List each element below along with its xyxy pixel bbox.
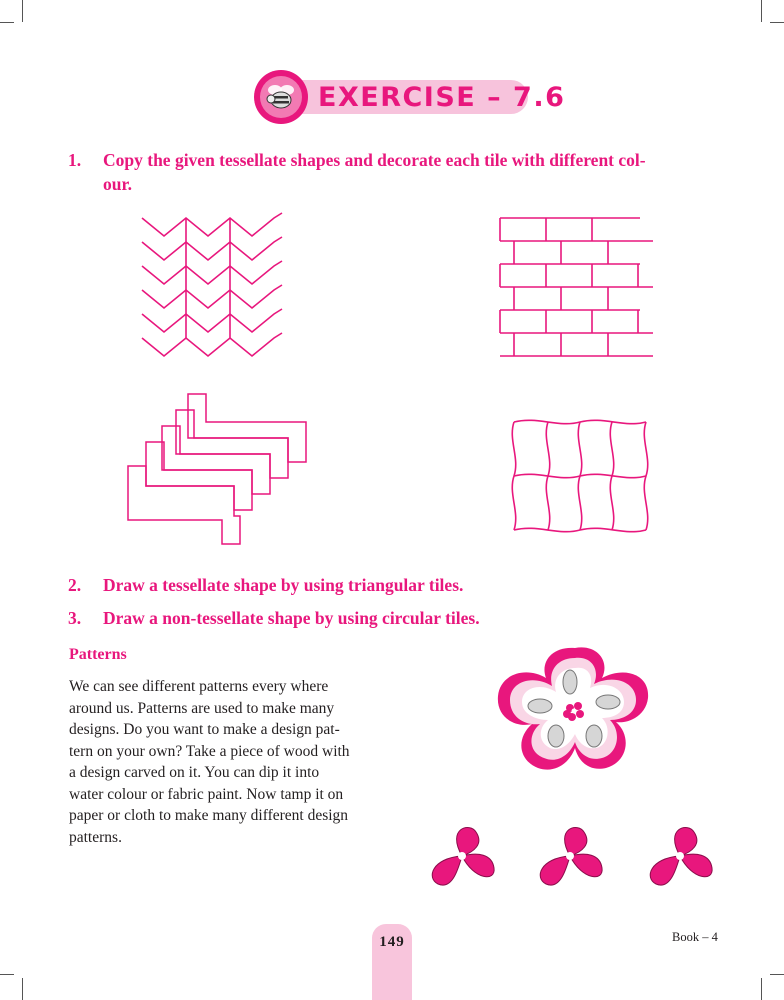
triquetra-motif (644, 826, 716, 892)
step-tessellation (124, 392, 314, 548)
question-number: 2. (68, 575, 82, 595)
question-text: Draw a tessellate shape by using triangular tiles. (103, 575, 464, 595)
crop-mark (0, 22, 14, 23)
patterns-paragraph: We can see different patterns every where around us. Patterns are used to make many designs. Do you want to make a design pat- tern on your own? Take a piece of wood with a design carved on it. You can dip it into water colour or fabric paint. Now tamp it on paper or cloth to make many different design patterns. (69, 678, 350, 846)
triquetra-motif (426, 826, 498, 892)
page-number: 149 (379, 934, 405, 950)
flower-pattern-image (490, 644, 660, 776)
crop-mark (761, 0, 762, 22)
crop-mark (770, 974, 784, 975)
question-number: 1. (68, 150, 82, 170)
crop-mark (770, 22, 784, 23)
section-title: Patterns (69, 646, 127, 663)
crop-mark (761, 978, 762, 1000)
exercise-badge (254, 70, 308, 124)
book-label: Book – 4 (672, 930, 718, 944)
exercise-title: EXERCISE – 7.6 (318, 82, 566, 113)
crop-mark (22, 978, 23, 1000)
brick-tessellation (498, 216, 658, 362)
curved-tessellation (508, 418, 658, 536)
crop-mark (0, 974, 14, 975)
question-number: 3. (68, 608, 82, 628)
crop-mark (22, 0, 23, 22)
chevron-tessellation (138, 210, 288, 360)
triquetra-motif (534, 826, 606, 892)
bee-icon (265, 83, 297, 111)
question-text: Draw a non-tessellate shape by using circular tiles. (103, 608, 480, 628)
question-text: Copy the given tessellate shapes and decorate each tile with different col- our. (103, 150, 646, 194)
